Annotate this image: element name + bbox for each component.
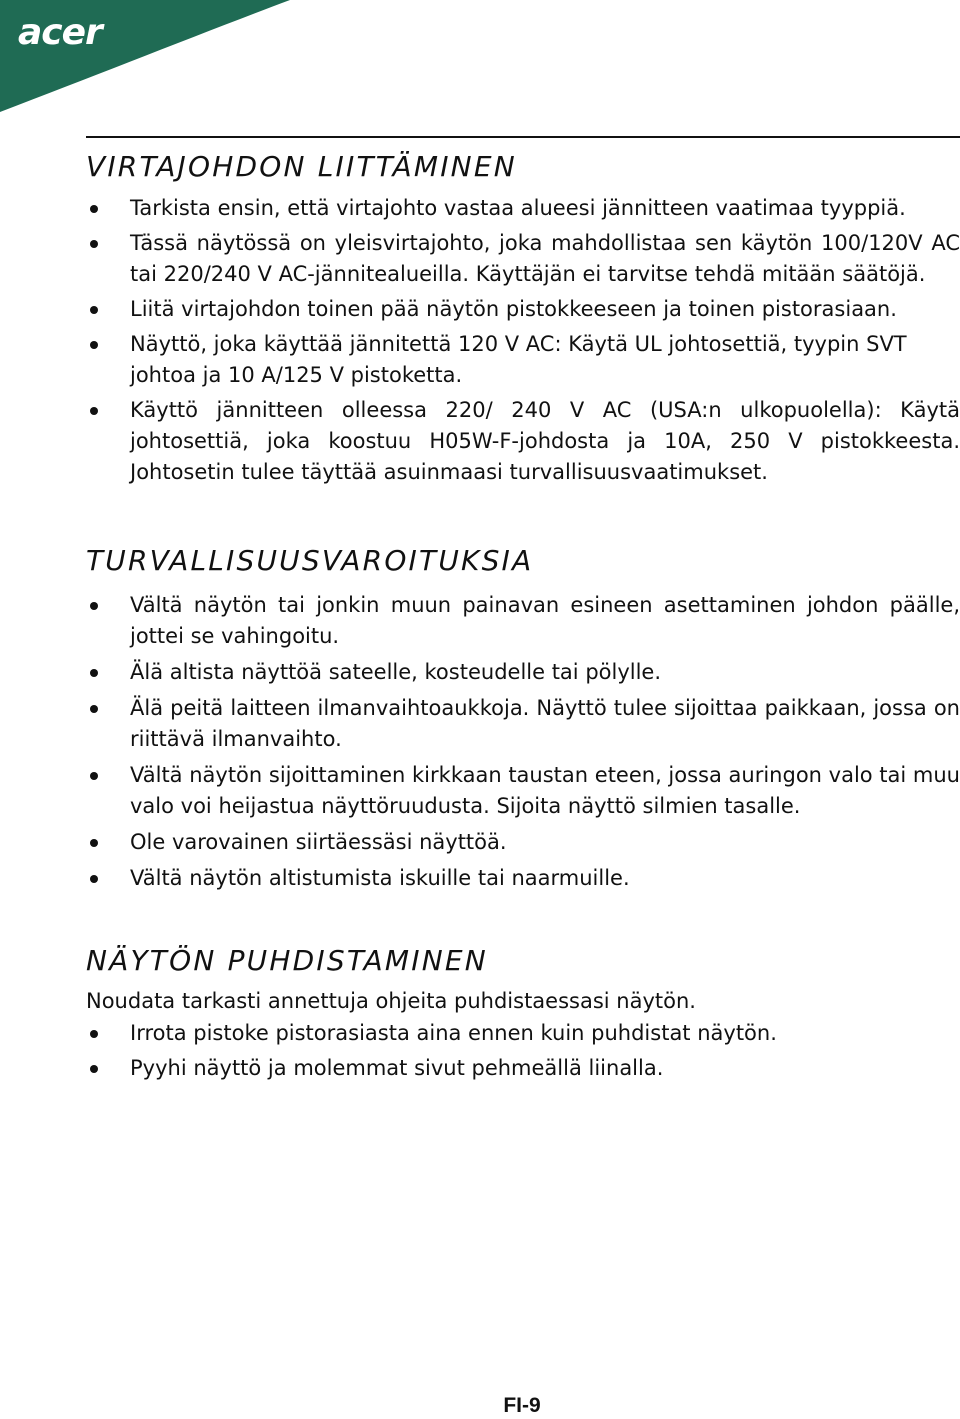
list-item-text: Älä peitä laitteen ilmanvaihtoaukkoja. Näyttö tulee sijoittaa paikkaan, jossa on riittävä ilmanvaihto.	[130, 696, 960, 751]
bullet-icon	[90, 772, 98, 780]
list-item	[86, 657, 960, 688]
bullet-icon	[90, 341, 98, 349]
section-intro: Noudata tarkasti annettuja ohjeita puhdistaessasi näytön.	[86, 989, 696, 1013]
page-number: FI-9	[503, 1394, 541, 1417]
list-item-text: Ole varovainen siirtäessäsi näyttöä.	[130, 830, 507, 854]
section-title: NÄYTÖN PUHDISTAMINEN	[86, 944, 488, 977]
list-item-text: Tarkista ensin, että virtajohto vastaa alueesi jännitteen vaatimaa tyyppiä.	[130, 196, 906, 220]
bullet-icon	[90, 875, 98, 883]
list-item-text: Älä altista näyttöä sateelle, kosteudelle tai pölylle.	[130, 660, 662, 684]
list-item	[86, 294, 960, 325]
bullet-list	[86, 193, 960, 488]
bullet-list	[86, 590, 960, 894]
bullet-icon	[90, 240, 98, 248]
bullet-icon	[90, 1030, 98, 1038]
bullet-list	[86, 1018, 960, 1084]
section-power-cord	[86, 150, 960, 492]
list-item	[86, 193, 960, 224]
bullet-icon	[90, 602, 98, 610]
list-item-text: Vältä näytön sijoittaminen kirkkaan taustan eteen, jossa auringon valo tai muu valo voi heijastua näyttöruudusta. Sijoita näyttö silmien tasalle.	[130, 763, 960, 818]
list-item-text: Käyttö jännitteen olleessa 220/ 240 V AC (USA:n ulkopuolella): Käytä johtosettiä, joka koostuu H05W-F-johdosta ja 10A, 250 V pistokkeesta. Johtosetin tulee täyttää asuinmaasi turvallisuusvaatimukset.	[130, 398, 960, 484]
list-item	[86, 693, 960, 755]
bullet-icon	[90, 306, 98, 314]
section-title: TURVALLISUUSVAROITUKSIA	[86, 544, 534, 577]
list-item-text: Tässä näytössä on yleisvirtajohto, joka mahdollistaa sen käytön 100/120V AC tai 220/240 V AC-jännitealueilla. Käyttäjän ei tarvitse tehdä mitään säätöjä.	[130, 231, 960, 286]
list-item-text: Näyttö, joka käyttää jännitettä 120 V AC: Käytä UL johtosettiä, tyypin SVT johtoa ja 10 A/125 V pistoketta.	[130, 332, 907, 387]
list-item-text: Vältä näytön tai jonkin muun painavan esineen asettaminen johdon päälle, jottei se vahingoitu.	[130, 593, 960, 648]
section-safety-warnings	[86, 544, 960, 899]
list-item	[86, 590, 960, 652]
list-item-text: Vältä näytön altistumista iskuille tai naarmuille.	[130, 866, 630, 890]
list-item	[86, 329, 960, 391]
list-item	[86, 1053, 960, 1084]
list-item	[86, 395, 960, 488]
acer-logo-band	[0, 0, 330, 120]
list-item-text: Irrota pistoke pistorasiasta aina ennen kuin puhdistat näytön.	[130, 1021, 777, 1045]
list-item-text: Pyyhi näyttö ja molemmat sivut pehmeällä liinalla.	[130, 1056, 664, 1080]
section-title: VIRTAJOHDON LIITTÄMINEN	[86, 150, 517, 183]
list-item	[86, 1018, 960, 1049]
header-rule	[86, 136, 960, 138]
list-item	[86, 863, 960, 894]
logo-wordmark: acer	[18, 12, 102, 53]
list-item	[86, 228, 960, 290]
list-item-text: Liitä virtajohdon toinen pää näytön pistokkeeseen ja toinen pistorasiaan.	[130, 297, 897, 321]
bullet-icon	[90, 1065, 98, 1073]
list-item	[86, 760, 960, 822]
list-item	[86, 827, 960, 858]
acer-logo	[0, 0, 330, 120]
bullet-icon	[90, 839, 98, 847]
bullet-icon	[90, 407, 98, 415]
bullet-icon	[90, 205, 98, 213]
bullet-icon	[90, 705, 98, 713]
bullet-icon	[90, 669, 98, 677]
section-cleaning	[86, 944, 960, 1088]
